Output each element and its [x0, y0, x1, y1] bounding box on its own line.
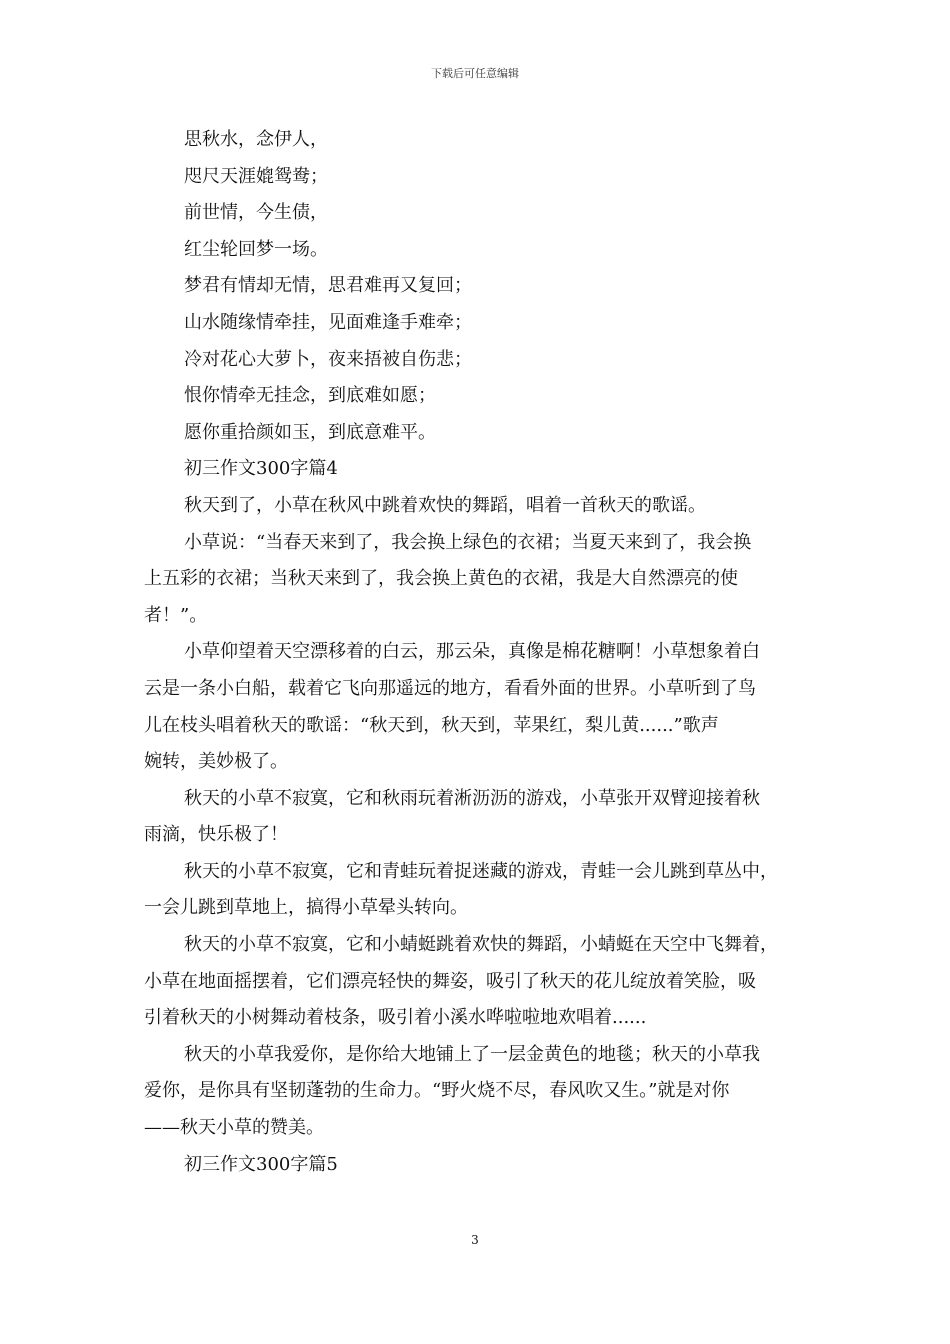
text-line: 思秋水，念伊人，	[184, 129, 328, 150]
text-line: 者！”。	[144, 604, 208, 626]
document-body	[144, 122, 814, 1183]
text-line: 秋天到了，小草在秋风中跳着欢快的舞蹈，唱着一首秋天的歌谣。	[184, 494, 706, 516]
page-header: 下载后可任意编辑	[431, 67, 519, 80]
text-line: 红尘轮回梦一场。	[184, 238, 328, 260]
text-line: 小草说：“当春天来到了，我会换上绿色的衣裙；当夏天来到了，我会换	[184, 531, 752, 553]
text-line: 冷对花心大萝卜，夜来捂被自伤悲；	[184, 348, 472, 370]
text-line: 山水随缘情牵挂，见面难逢手难牵；	[184, 311, 472, 333]
text-line: ——秋天小草的赞美。	[144, 1117, 324, 1139]
text-line: 儿在枝头唱着秋天的歌谣：“秋天到，秋天到，苹果红，梨儿黄......”歌声	[144, 714, 719, 736]
text-line: 云是一条小白船，载着它飞向那遥远的地方，看看外面的世界。小草听到了鸟	[144, 677, 756, 699]
text-line: 秋天的小草不寂寞，它和小蜻蜓跳着欢快的舞蹈，小蜻蜓在天空中飞舞着，	[184, 934, 778, 956]
text-line: 小草在地面摇摆着，它们漂亮轻快的舞姿，吸引了秋天的花儿绽放着笑脸，吸	[144, 970, 756, 992]
text-line: 婉转，美妙极了。	[144, 751, 288, 773]
section-heading: 初三作文300字篇5	[184, 1153, 338, 1175]
text-line: 秋天的小草不寂寞，它和青蛙玩着捉迷藏的游戏，青蛙一会儿跳到草丛中，	[184, 860, 778, 882]
text-line: 雨滴，快乐极了！	[144, 824, 288, 846]
text-line: 咫尺天涯媲鸳鸯；	[184, 165, 328, 187]
text-line: 引着秋天的小树舞动着枝条，吸引着小溪水哗啦啦地欢唱着......	[144, 1007, 647, 1029]
text-line: 上五彩的衣裙；当秋天来到了，我会换上黄色的衣裙，我是大自然漂亮的使	[144, 568, 738, 590]
text-line: 秋天的小草不寂寞，它和秋雨玩着淅沥沥的游戏，小草张开双臂迎接着秋	[184, 787, 760, 809]
section-heading: 初三作文300字篇4	[184, 458, 338, 480]
text-line: 前世情，今生债，	[184, 202, 328, 224]
text-line: 梦君有情却无情，思君难再又复回；	[184, 275, 472, 297]
text-line: 愿你重拾颜如玉，到底意难平。	[184, 421, 436, 443]
text-line: 一会儿跳到草地上，搞得小草晕头转向。	[144, 897, 468, 919]
text-line: 小草仰望着天空漂移着的白云，那云朵，真像是棉花糖啊！小草想象着白	[184, 641, 760, 663]
text-line: 秋天的小草我爱你，是你给大地铺上了一层金黄色的地毯；秋天的小草我	[184, 1043, 760, 1065]
page-number: 3	[471, 1233, 479, 1247]
text-line: 恨你情牵无挂念，到底难如愿；	[184, 385, 436, 407]
text-line: 爱你，是你具有坚韧蓬勃的生命力。“野火烧不尽，春风吹又生。”就是对你	[144, 1080, 730, 1102]
